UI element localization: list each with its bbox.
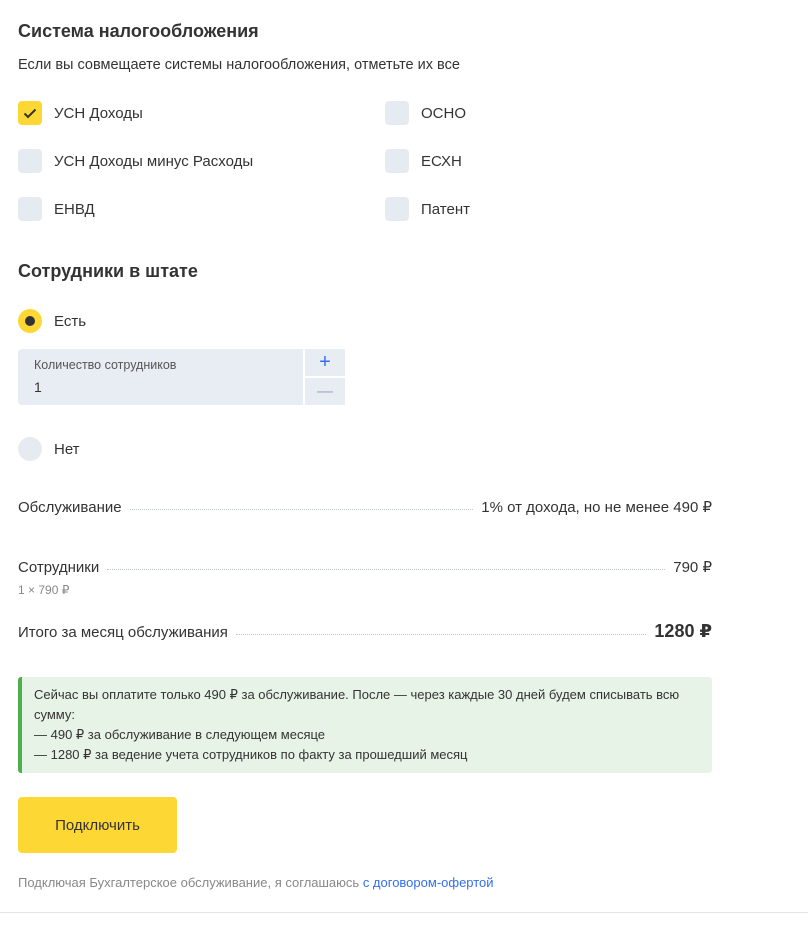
price-row-employees [18, 558, 712, 576]
radio-label: Нет [54, 440, 80, 458]
checkbox-box[interactable] [385, 197, 409, 221]
dotted-leader [107, 569, 665, 570]
connect-button[interactable]: Подключить [18, 797, 177, 853]
price-value: 1% от дохода, но не менее 490 ₽ [481, 499, 712, 516]
employee-count-field[interactable] [18, 349, 303, 405]
checkbox-envd[interactable] [18, 196, 95, 222]
checkbox-usn-income-minus-expenses[interactable] [18, 148, 253, 174]
checkbox-eskhn[interactable] [385, 148, 462, 174]
offer-agreement-link[interactable]: с договором-офертой [362, 875, 494, 890]
price-row-service [18, 498, 712, 516]
radio-employees-yes[interactable] [18, 308, 86, 334]
checkbox-label: УСН Доходы [54, 104, 143, 122]
radio-label: Есть [54, 312, 87, 330]
checkbox-label: УСН Доходы минус Расходы [54, 152, 254, 170]
radio-button[interactable] [18, 309, 42, 333]
payment-info-note [18, 677, 712, 773]
employee-count-label: Количество сотрудников [34, 358, 177, 372]
employee-count-value[interactable]: 1 [34, 379, 42, 395]
checkbox-label: ЕНВД [54, 200, 95, 218]
note-line: Сейчас вы оплатите только 490 ₽ за обслуживание. После — через каждые 30 дней будем списывать всю сумму: [34, 687, 680, 722]
radio-dot [25, 316, 35, 326]
dotted-leader [236, 634, 646, 635]
checkbox-usn-income[interactable] [18, 100, 143, 126]
employees-section-title: Сотрудники в штате [18, 261, 198, 281]
agreement-text [18, 875, 494, 890]
employees-price-note: 1 × 790 ₽ [18, 583, 70, 597]
total-price-value: 1280 ₽ [654, 621, 712, 641]
price-value: 790 ₽ [673, 559, 712, 576]
checkbox-box[interactable] [18, 101, 42, 125]
tax-section-subtitle: Если вы совмещаете системы налогообложения, отметьте их все [18, 57, 460, 73]
checkbox-label: ЕСХН [421, 152, 462, 170]
decrement-button[interactable] [305, 378, 345, 405]
agreement-prefix: Подключая Бухгалтерское обслуживание, я соглашаюсь [18, 875, 363, 890]
checkbox-patent[interactable] [385, 196, 470, 222]
increment-button[interactable] [305, 349, 345, 376]
checkbox-box[interactable] [18, 149, 42, 173]
checkbox-label: ОСНО [421, 104, 466, 122]
bottom-divider [0, 912, 808, 913]
check-icon [23, 108, 37, 119]
radio-employees-no[interactable] [18, 436, 80, 462]
note-line: — 490 ₽ за обслуживание в следующем месяце [34, 727, 326, 742]
price-row-total [18, 621, 712, 642]
plus-icon: + [319, 351, 331, 373]
dotted-leader [130, 509, 474, 510]
price-label: Сотрудники [18, 559, 100, 576]
price-label: Итого за месяц обслуживания [18, 624, 228, 641]
minus-icon: — [317, 382, 333, 400]
checkbox-label: Патент [421, 200, 470, 218]
note-line: — 1280 ₽ за ведение учета сотрудников по факту за прошедший месяц [34, 747, 468, 762]
price-label: Обслуживание [18, 499, 122, 516]
checkbox-box[interactable] [385, 149, 409, 173]
tax-section-title: Система налогообложения [18, 21, 259, 41]
checkbox-box[interactable] [385, 101, 409, 125]
checkbox-box[interactable] [18, 197, 42, 221]
checkbox-osno[interactable] [385, 100, 466, 126]
radio-button[interactable] [18, 437, 42, 461]
